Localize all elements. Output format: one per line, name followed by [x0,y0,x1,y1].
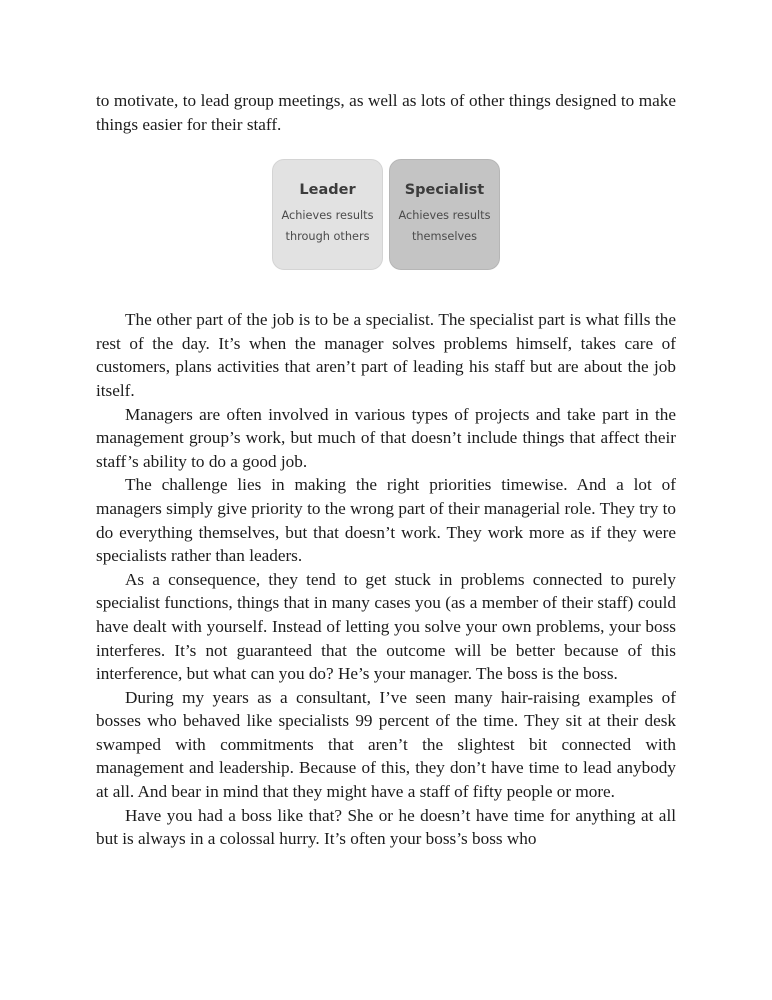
paragraph: As a consequence, they tend to get stuck in problems connected to purely specialist functions, things that in many cases you (as a member of their staff) could have dealt with yourself. Instead of letting you solve your own problems, your boss interferes. It’s not guaranteed that the outcome will be better because of this interference, but what can you do? He’s your manager. The boss is the boss. [96,569,676,684]
specialist-box [389,159,500,270]
specialist-line-1: Achieves results [398,209,491,223]
paragraph: Have you had a boss like that? She or he doesn’t have time for anything at all but is always in a colossal hurry. It’s often your boss’s boss who [96,805,676,849]
leader-box [272,159,383,270]
paragraph: Managers are often involved in various types of projects and take part in the management group’s work, but much of that doesn’t include things that affect their staff’s ability to do a good job. [96,404,676,471]
leader-line-2: through others [285,230,370,244]
book-page [96,89,676,851]
leader-title: Leader [299,182,356,199]
paragraph-continued: to motivate, to lead group meetings, as well as lots of other things designed to make things easier for their staff. [96,91,676,134]
specialist-line-2: themselves [411,230,478,244]
paragraph: The other part of the job is to be a specialist. The specialist part is what fills the rest of the day. It’s when the manager solves problems himself, takes care of customers, plans activities that aren’t part of leading his staff but are about the job itself. [96,310,676,400]
paragraph: The challenge lies in making the right priorities timewise. And a lot of managers simply give priority to the wrong part of their managerial role. They try to do everything themselves, but that doesn’t work. They work more as if they were specialists rather than leaders. [96,475,676,566]
leader-specialist-diagram [96,159,676,270]
specialist-title: Specialist [404,182,485,199]
paragraph: During my years as a consultant, I’ve seen many hair-raising examples of bosses who behaved like specialists 99 percent of the time. They sit at their desk swamped with commitments that aren’t the slightest bit connected with management and leadership. Because of this, they don’t have time to lead anybody at all. And bear in mind that they might have a staff of fifty people or more. [96,687,676,802]
leader-line-1: Achieves results [281,209,374,223]
